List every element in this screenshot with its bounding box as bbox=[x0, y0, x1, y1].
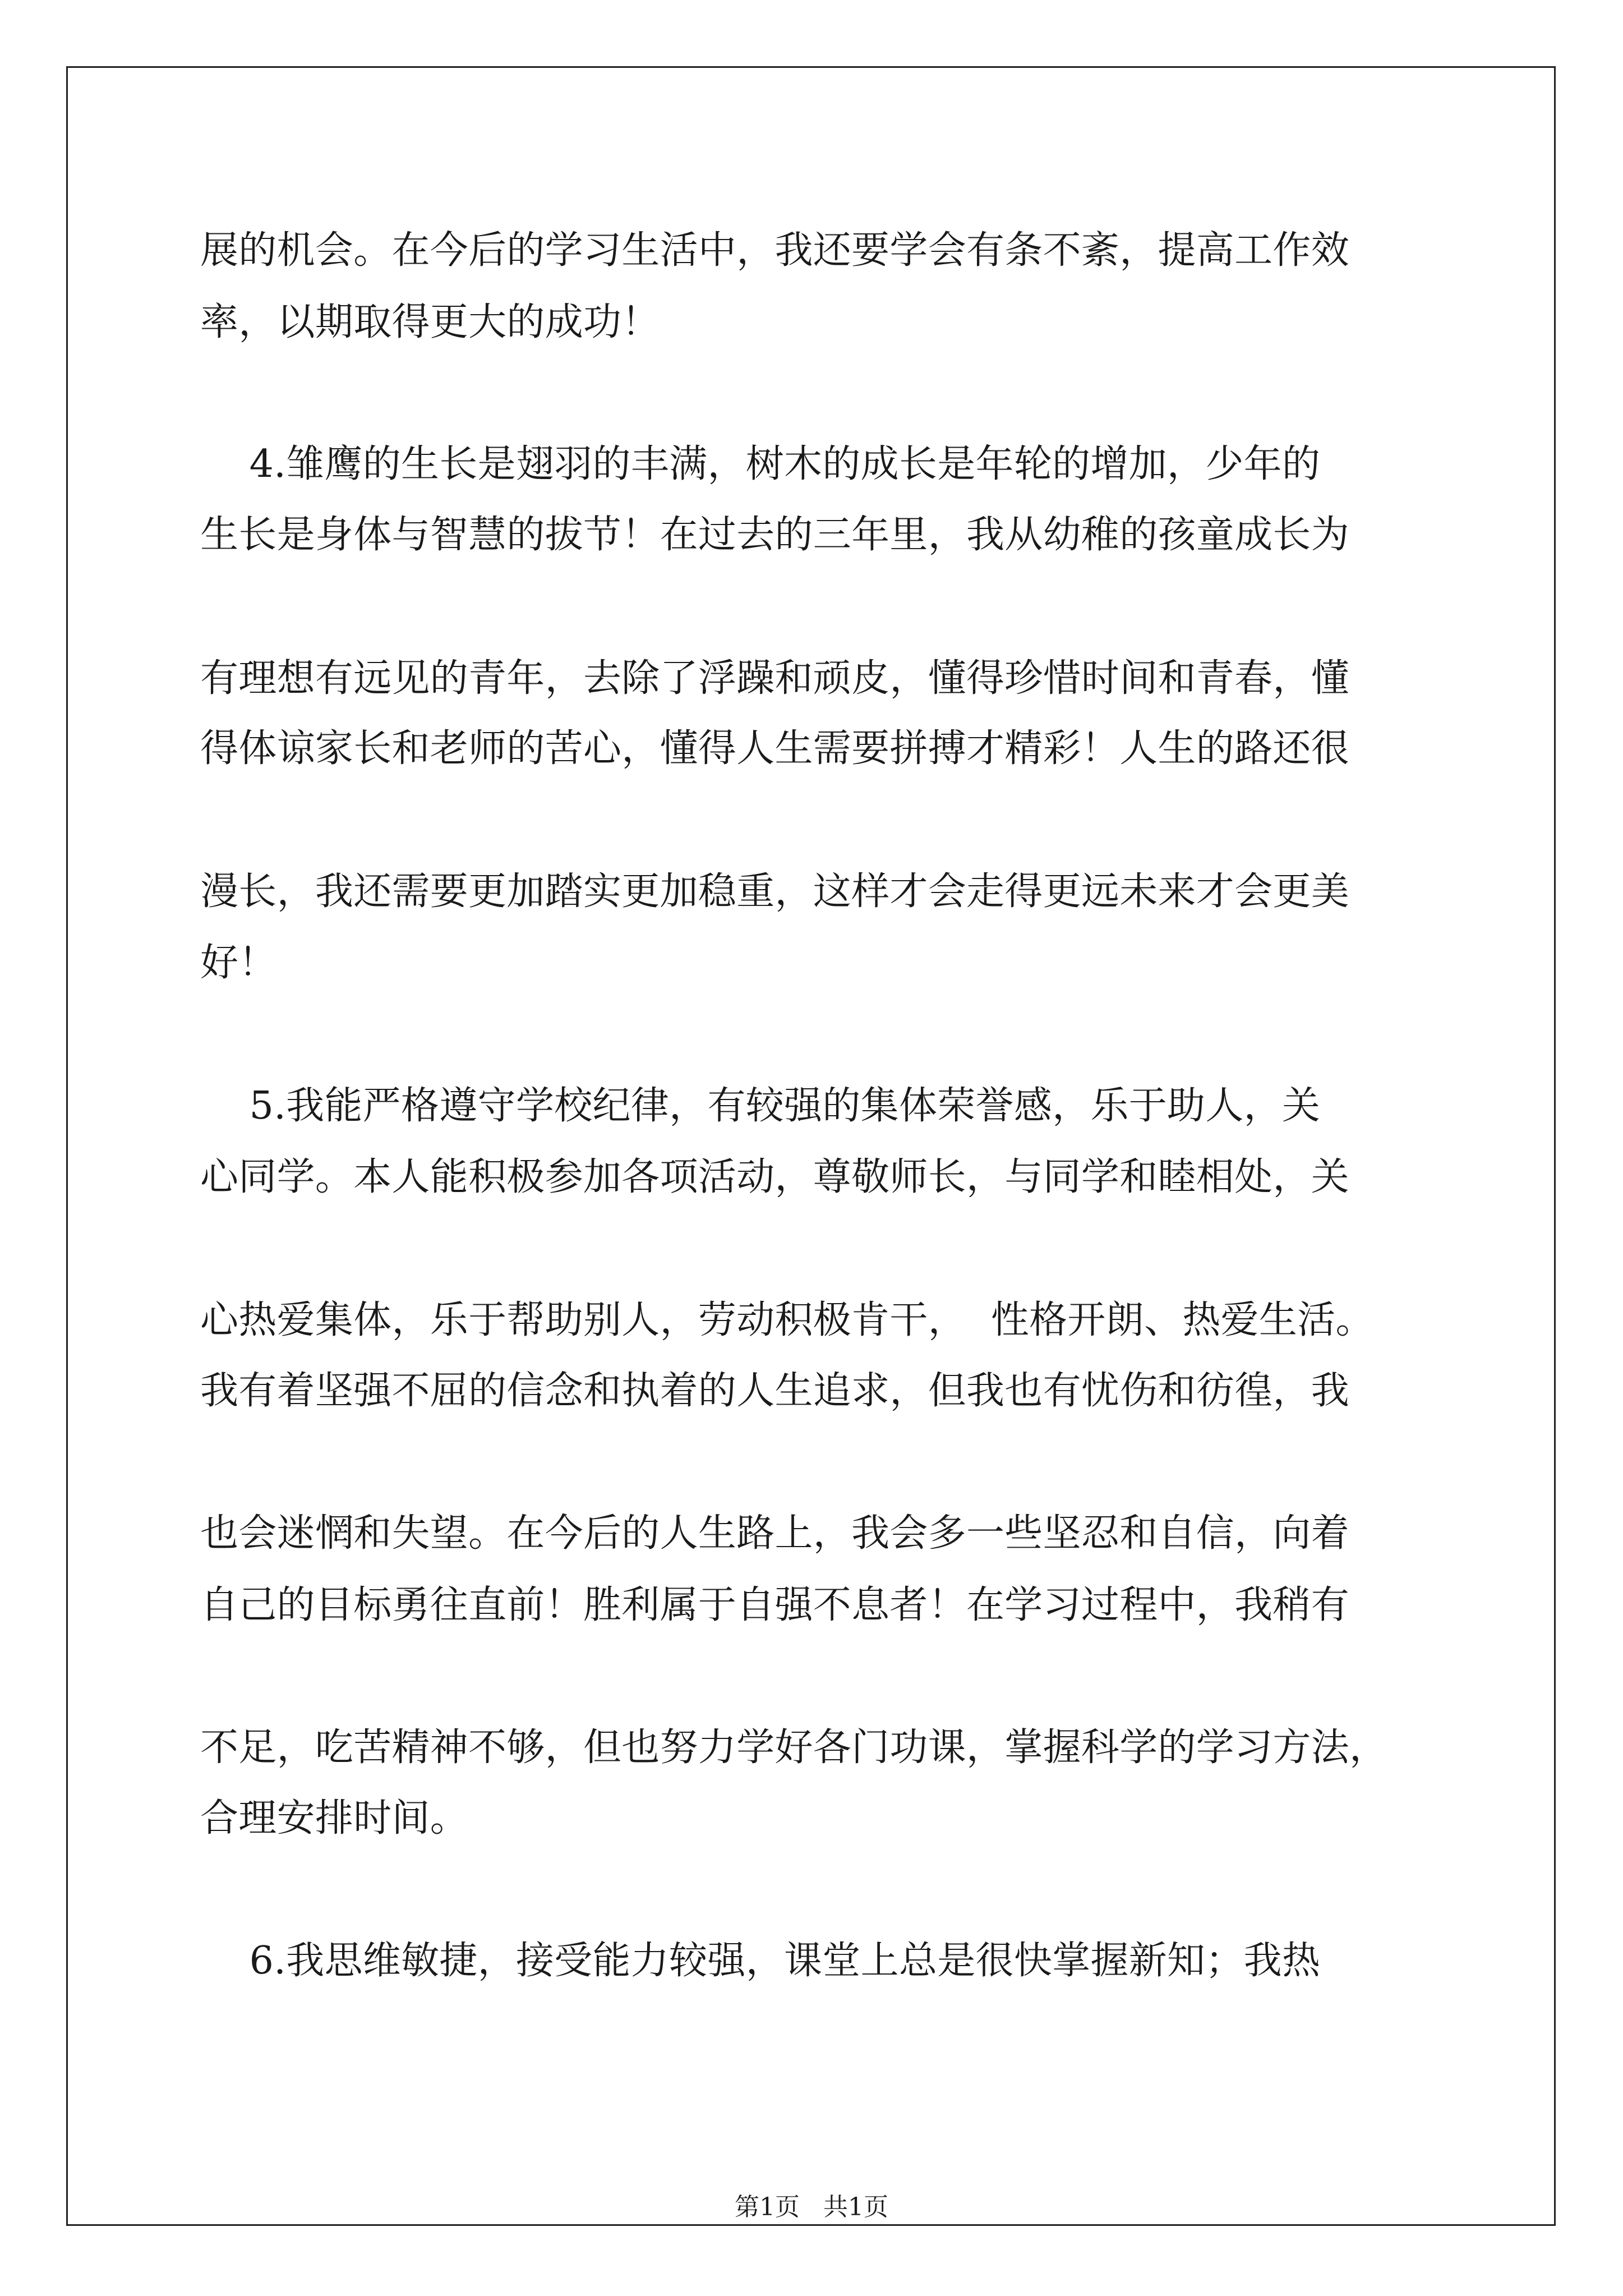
text-line: 有理想有远见的青年，去除了浮躁和顽皮，懂得珍惜时间和青春，懂 bbox=[200, 656, 1350, 701]
paragraph-6-start: 6.我思维敏捷，接受能力较强，课堂上总是很快掌握新知；我热 bbox=[200, 1939, 1321, 1983]
text-line: 展的机会。在今后的学习生活中，我还要学会有条不紊，提高工作效 bbox=[200, 228, 1350, 273]
text-line: 不足，吃苦精神不够，但也努力学好各门功课，掌握科学的学习方法， bbox=[200, 1726, 1388, 1770]
text-line: 也会迷惘和失望。在今后的人生路上，我会多一些坚忍和自信，向着 bbox=[200, 1511, 1350, 1556]
text-line: 我有着坚强不屈的信念和执着的人生追求，但我也有忧伤和彷徨，我 bbox=[200, 1369, 1350, 1413]
page-footer: 第1页 共1页 bbox=[735, 2193, 888, 2221]
paragraph-4-start: 4.雏鹰的生长是翅羽的丰满，树木的成长是年轮的增加，少年的 bbox=[200, 442, 1321, 486]
page-border bbox=[66, 66, 1556, 2226]
text-line: 生长是身体与智慧的拔节！在过去的三年里，我从幼稚的孩童成长为 bbox=[200, 513, 1350, 557]
text-line: 心同学。本人能积极参加各项活动，尊敬师长，与同学和睦相处，关 bbox=[200, 1155, 1350, 1199]
text-line: 得体谅家长和老师的苦心，懂得人生需要拼搏才精彩！人生的路还很 bbox=[200, 726, 1350, 771]
text-line: 心热爱集体，乐于帮助别人，劳动积极肯干， 性格开朗、热爱生活。 bbox=[200, 1298, 1374, 1342]
text-line: 漫长，我还需要更加踏实更加稳重，这样才会走得更远未来才会更美 bbox=[200, 869, 1350, 914]
text-line: 率，以期取得更大的成功！ bbox=[200, 300, 660, 344]
text-line: 好！ bbox=[200, 941, 277, 985]
text-line: 合理安排时间。 bbox=[200, 1796, 469, 1841]
paragraph-5-start: 5.我能严格遵守学校纪律，有较强的集体荣誉感，乐于助人，关 bbox=[200, 1084, 1321, 1128]
text-line: 自己的目标勇往直前！胜利属于自强不息者！在学习过程中，我稍有 bbox=[200, 1583, 1350, 1627]
